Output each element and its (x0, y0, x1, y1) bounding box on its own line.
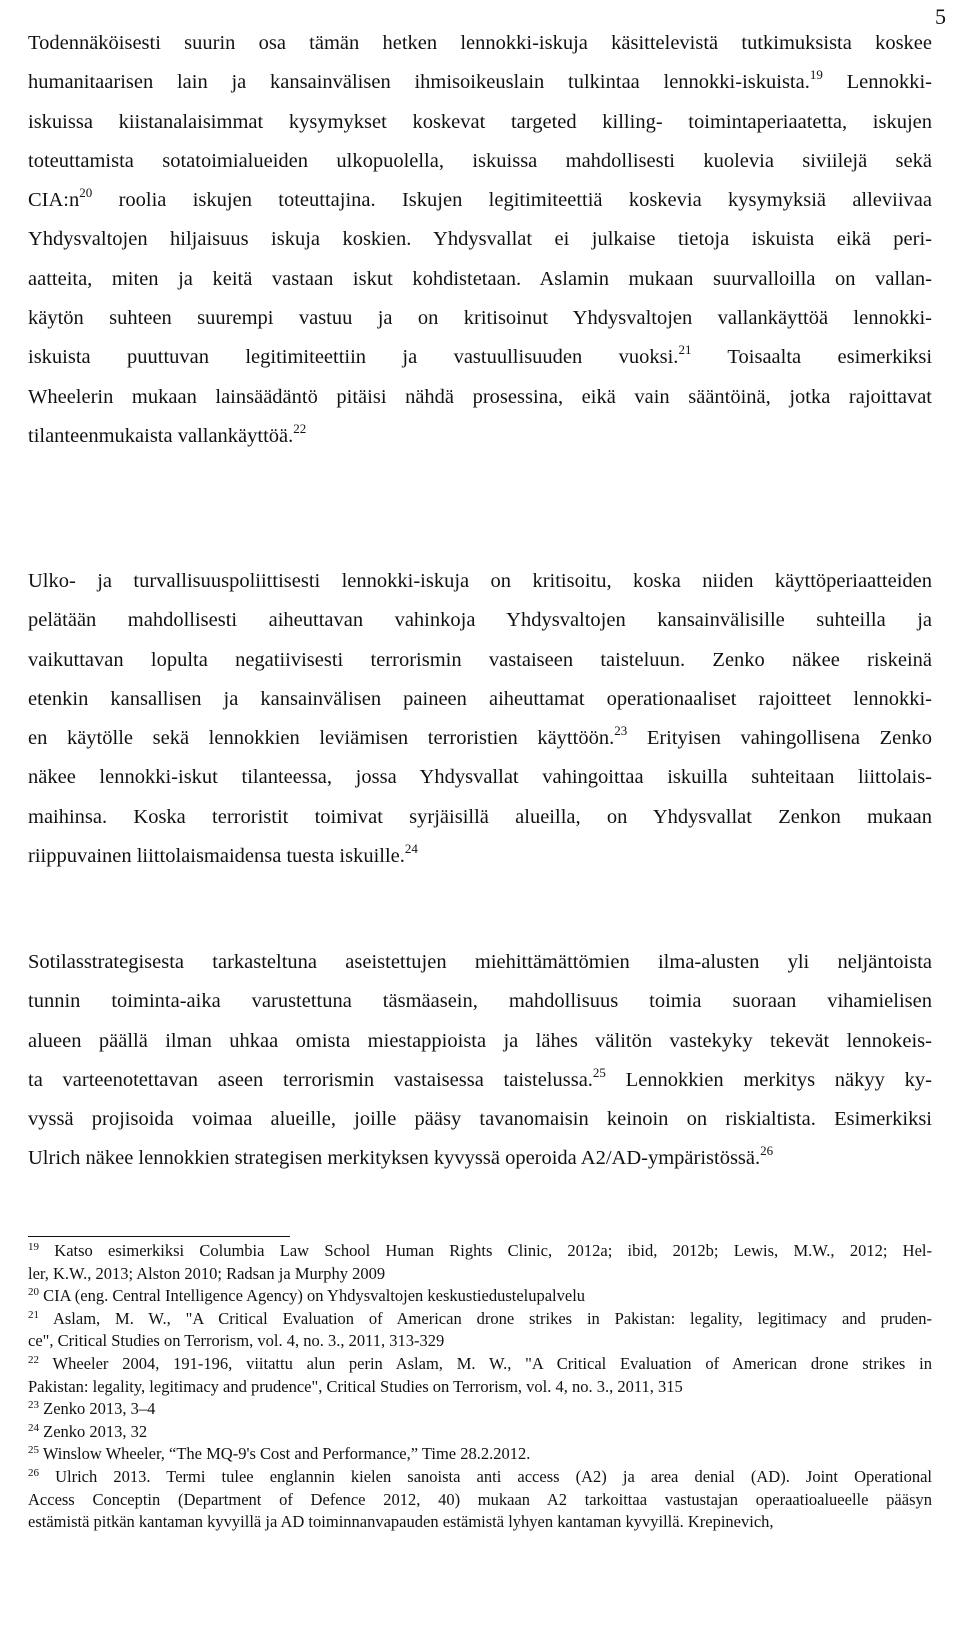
text-segment: pelätään mahdollisesti aiheuttavan vahinkoja Yhdysvaltojen kansainvälisille suhteilla ja (28, 609, 932, 632)
text-line (28, 982, 932, 1021)
footnote-line (28, 1443, 932, 1466)
text-segment: Lennokkien merkitys näkyy ky- (605, 1068, 932, 1091)
text-line (28, 220, 932, 259)
footnote (28, 1421, 932, 1444)
text-segment: Sotilasstrategisesta tarkasteltuna aseistettujen miehittämättömien ilma-alusten yli neljäntoista (28, 951, 932, 973)
text-segment: Katso esimerkiksi Columbia Law School Human Rights Clinic, 2012a; ibid, 2012b; Lewis, M.W., 2012; Hel- (39, 1241, 932, 1260)
text-segment: tilanteenmukaista vallankäyttöä. (28, 424, 294, 447)
text-line (28, 943, 932, 982)
text-segment: Lennokki- (822, 71, 932, 94)
text-line (28, 1061, 932, 1100)
text-segment: Winslow Wheeler, “The MQ-9's Cost and Performance,” Time 28.2.2012. (39, 1444, 531, 1464)
text-segment: humanitaarisen lain ja kansainvälisen ihmisoikeuslain tulkintaa lennokki-iskuista. (28, 71, 810, 94)
text-segment: Aslam, M. W., "A Critical Evaluation of American drone strikes in Pakistan: legality, legitimacy and pruden- (39, 1308, 932, 1328)
text-segment: alueen päällä ilman uhkaa omista miestappioista ja lähes välitön vastekyky tekevät lennokeis- (28, 1029, 932, 1052)
text-segment: Ulko- ja turvallisuuspoliittisesti lennokki-iskuja on kritisoitu, koska niiden käyttöperiaatteiden (28, 570, 932, 592)
paragraph-drone-strike-legality (28, 24, 932, 456)
text-segment: Wheeler 2004, 191-196, viitattu alun perin Aslam, M. W., "A Critical Evaluation of American drone strikes in (39, 1353, 932, 1373)
text-line (28, 1100, 932, 1139)
text-segment: vaikuttavan lopulta negatiivisesti terrorismin vastaiseen taisteluun. Zenko näkee riskeinä (28, 648, 932, 671)
text-line (28, 417, 932, 456)
text-segment: estämistä pitkän kantaman kyvyillä ja AD toiminnanvapauden estämistä lyhyen kantaman kyvyillä. Krepinevich, (28, 1512, 774, 1532)
text-segment: Toisaalta esimerkiksi (691, 346, 933, 369)
text-line (28, 1022, 932, 1061)
footnote (28, 1466, 932, 1534)
footnote-line (28, 1376, 932, 1399)
text-segment: käytön suhteen suurempi vastuu ja on kritisoinut Yhdysvaltojen vallankäyttöä lennokki- (28, 307, 932, 330)
text-line (28, 378, 932, 417)
text-segment: Wheelerin mukaan lainsäädäntö pitäisi nähdä prosessina, eikä vain sääntöinä, jotka rajoittavat (28, 385, 932, 408)
text-line (28, 758, 932, 797)
footnote-line (28, 1263, 932, 1286)
text-line (28, 680, 932, 719)
text-segment: Zenko 2013, 32 (39, 1421, 148, 1441)
text-line (28, 719, 932, 758)
text-line (28, 562, 932, 601)
text-segment: Pakistan: legality, legitimacy and prudence", Critical Studies on Terrorism, vol. 4, no. 3., 2011, 315 (28, 1376, 683, 1396)
text-segment: toteuttamista sotatoimialueiden ulkopuolella, iskuissa mahdollisesti kuolevia siviilejä sekä (28, 149, 932, 172)
footnote-line (28, 1421, 932, 1444)
text-line (28, 181, 932, 220)
text-line (28, 103, 932, 142)
footnote-line (28, 1240, 932, 1263)
text-segment: ler, K.W., 2013; Alston 2010; Radsan ja Murphy 2009 (28, 1263, 386, 1283)
paragraph-foreign-security-policy (28, 562, 932, 876)
footnote-reference: 25 (592, 1064, 606, 1080)
paragraph-military-strategy (28, 943, 932, 1179)
text-segment: riippuvainen liittolaismaidensa tuesta iskuille. (28, 845, 405, 868)
footnotes (28, 1240, 932, 1534)
footnote (28, 1285, 932, 1308)
text-line (28, 299, 932, 338)
text-segment: ce", Critical Studies on Terrorism, vol. 4, no. 3., 2011, 313-329 (28, 1331, 445, 1351)
text-line (28, 798, 932, 837)
footnote (28, 1353, 932, 1398)
footnote (28, 1443, 932, 1466)
footnote-reference: 19 (809, 67, 823, 83)
text-segment: maihinsa. Koska terroristit toimivat syrjäisillä alueilla, on Yhdysvallat Zenkon mukaan (28, 805, 932, 828)
footnote (28, 1240, 932, 1285)
footnote-line (28, 1511, 932, 1534)
footnote-reference: 25 (28, 1444, 39, 1457)
footnote-reference: 23 (28, 1399, 39, 1412)
text-line (28, 260, 932, 299)
text-segment: iskuissa kiistanalaisimmat kysymykset koskevat targeted killing- toimintaperiaatetta, iskujen (28, 110, 932, 133)
page-number: 5 (935, 4, 946, 29)
footnote-reference: 21 (678, 342, 692, 358)
footnote-line (28, 1489, 932, 1512)
text-line (28, 24, 932, 63)
footnote-reference: 24 (404, 841, 418, 857)
footnote-line (28, 1353, 932, 1376)
footnote-reference: 22 (293, 420, 307, 436)
footnote (28, 1308, 932, 1353)
text-segment: Ulrich 2013. Termi tulee englannin kielen sanoista anti access (A2) ja area denial (AD). Joint Operational (39, 1466, 932, 1486)
text-segment: CIA:n (28, 189, 80, 212)
footnote-reference: 19 (28, 1241, 39, 1253)
text-segment: en käytölle sekä lennokkien leviämisen terroristien käyttöön. (28, 727, 615, 750)
footnote-reference: 24 (28, 1421, 39, 1434)
text-segment: aatteita, miten ja keitä vastaan iskut kohdistetaan. Aslamin mukaan suurvalloilla on vallan- (28, 267, 932, 290)
footnote-separator (28, 1236, 290, 1237)
footnote-reference: 20 (28, 1286, 39, 1299)
footnote-reference: 23 (614, 723, 628, 739)
text-segment: Todennäköisesti suurin osa tämän hetken lennokki-iskuja käsittelevistä tutkimuksista koskee (28, 32, 932, 54)
footnote-reference: 22 (28, 1353, 39, 1366)
text-segment: Access Conceptin (Department of Defence 2012, 40) mukaan A2 tarkoittaa vastustajan operaatioalueelle pääsyn (28, 1489, 932, 1509)
text-line (28, 837, 932, 876)
text-segment: CIA (eng. Central Intelligence Agency) on Yhdysvaltojen keskustiedustelupalvelu (39, 1286, 586, 1306)
footnote-reference: 26 (28, 1466, 39, 1479)
text-segment: etenkin kansallisen ja kansainvälisen paineen aiheuttamat operationaaliset rajoitteet lennokki- (28, 687, 932, 710)
text-segment: vyssä projisoida voimaa alueille, joille pääsy tavanomaisin keinoin on riskialtista. Esimerkiksi (28, 1108, 932, 1131)
footnote-line (28, 1308, 932, 1331)
text-segment: Zenko 2013, 3–4 (39, 1399, 156, 1419)
text-segment: iskuista puuttuvan legitimiteettiin ja vastuullisuuden vuoksi. (28, 346, 679, 369)
text-segment: Erityisen vahingollisena Zenko (627, 727, 932, 750)
footnote-line (28, 1330, 932, 1353)
text-line (28, 338, 932, 377)
footnote (28, 1398, 932, 1421)
text-segment: Yhdysvaltojen hiljaisuus iskuja koskien. Yhdysvallat ei julkaise tietoja iskuista eikä peri- (28, 228, 932, 251)
footnote-line (28, 1285, 932, 1308)
text-segment: tunnin toiminta-aika varustettuna täsmäasein, mahdollisuus toimia suoraan vihamielisen (28, 990, 932, 1013)
footnote-reference: 21 (28, 1308, 39, 1321)
text-segment: roolia iskujen toteuttajina. Iskujen legitimiteettiä koskevia kysymyksiä alleviivaa (92, 189, 932, 212)
footnote-line (28, 1466, 932, 1489)
footnote-reference: 26 (760, 1143, 774, 1159)
text-line (28, 1139, 932, 1178)
text-line (28, 142, 932, 181)
text-line (28, 601, 932, 640)
footnote-reference: 20 (79, 185, 93, 201)
text-segment: näkee lennokki-iskut tilanteessa, jossa Yhdysvallat vahingoittaa iskuilla suhteitaan liittolais- (28, 766, 932, 789)
text-segment: ta varteenotettavan aseen terrorismin vastaisessa taistelussa. (28, 1068, 593, 1091)
text-line (28, 641, 932, 680)
footnote-line (28, 1398, 932, 1421)
text-line (28, 63, 932, 102)
text-segment: Ulrich näkee lennokkien strategisen merkityksen kyvyssä operoida A2/AD-ympäristössä. (28, 1147, 761, 1170)
